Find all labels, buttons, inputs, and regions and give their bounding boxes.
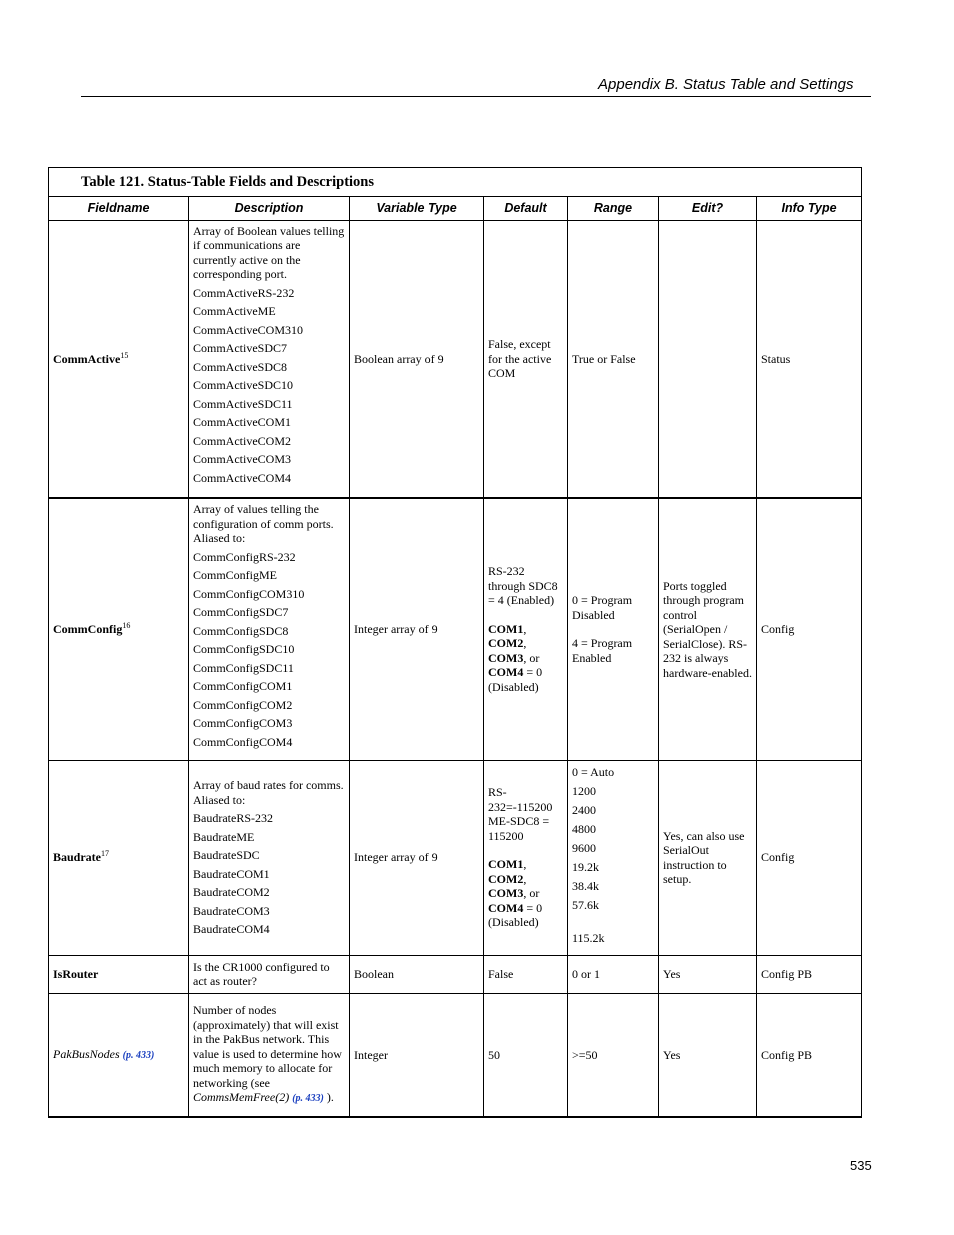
range-enabled: 4 = Program Enabled (572, 636, 633, 665)
range-item: 2400 (572, 802, 596, 817)
alias-item: CommActiveCOM1 (193, 415, 291, 429)
range-cell: 0 or 1 (568, 955, 659, 993)
infotype-cell: Config PB (757, 955, 862, 993)
alias-item: CommConfigRS-232 (193, 549, 296, 564)
alias-item: CommActiveME (193, 304, 276, 318)
fieldname-cell (49, 760, 189, 955)
fieldname: PakBusNodes (53, 1046, 120, 1061)
alias-item: CommActiveCOM310 (193, 322, 303, 337)
status-table (48, 167, 861, 1118)
range-item: 9600 (572, 840, 596, 855)
range-cell (568, 760, 659, 955)
alias-item: BaudrateSDC (193, 848, 260, 863)
infotype-cell: Config PB (757, 993, 862, 1117)
range-disabled: 0 = Program Disabled (572, 593, 633, 622)
page-ref-link[interactable]: (p. 433) (292, 1093, 324, 1104)
table-row (49, 955, 862, 993)
fieldname: CommActive (53, 351, 121, 366)
range-item: 19.2k (572, 859, 599, 874)
alias-item: CommActiveSDC8 (193, 359, 288, 374)
alias-item: CommConfigSDC10 (193, 642, 295, 656)
col-header: Info Type (757, 197, 862, 221)
description-text: Array of values telling the configuration of comm ports. Aliased to: (193, 502, 334, 545)
alias-item: CommConfigCOM4 (193, 734, 293, 749)
col-header: Description (189, 197, 350, 221)
table-row (49, 220, 862, 498)
default-cell (484, 498, 568, 760)
fieldname-cell (49, 955, 189, 993)
alias-item: CommConfigCOM1 (193, 679, 293, 693)
default-cell (484, 760, 568, 955)
alias-item: CommConfigCOM2 (193, 697, 293, 712)
alias-item: CommConfigSDC7 (193, 605, 289, 619)
description-function: CommsMemFree(2) (193, 1090, 290, 1104)
vartype-cell: Boolean (350, 955, 484, 993)
description-cell: Is the CR1000 configured to act as router? (189, 955, 350, 993)
col-header: Default (484, 197, 568, 221)
range-cell (568, 498, 659, 760)
alias-item: CommConfigME (193, 568, 278, 582)
edit-cell: Yes, can also use SerialOut instruction to setup. (659, 760, 757, 955)
alias-item: CommActiveCOM3 (193, 452, 291, 466)
vartype-cell: Integer array of 9 (350, 498, 484, 760)
description-cell (189, 220, 350, 498)
fieldname-cell (49, 498, 189, 760)
range-item: 57.6k (572, 897, 599, 912)
range-cell: True or False (568, 220, 659, 498)
description-cell (189, 498, 350, 760)
table-header-row (49, 197, 862, 221)
alias-item: CommActiveSDC10 (193, 378, 294, 392)
vartype-cell: Integer (350, 993, 484, 1117)
default-cell: False (484, 955, 568, 993)
alias-item: BaudrateME (193, 829, 255, 844)
default-enabled: RS-232=-115200 ME-SDC8 = 115200 (488, 785, 553, 843)
table-row (49, 993, 862, 1117)
alias-item: CommActiveSDC11 (193, 396, 293, 411)
col-header: Variable Type (350, 197, 484, 221)
header-rule (81, 96, 871, 97)
alias-item: BaudrateCOM1 (193, 866, 270, 881)
alias-item: CommConfigCOM3 (193, 716, 293, 730)
infotype-cell: Config (757, 498, 862, 760)
alias-item: CommActiveSDC7 (193, 341, 288, 355)
default-enabled: RS-232 through SDC8 = 4 (Enabled) (488, 564, 558, 608)
table-row (49, 760, 862, 955)
page-number: 535 (850, 1158, 872, 1173)
col-header: Fieldname (49, 197, 189, 221)
alias-item: CommActiveCOM4 (193, 470, 291, 485)
alias-item: CommConfigCOM310 (193, 586, 305, 601)
fieldname-cell (49, 220, 189, 498)
description-text: Array of Boolean values telling if communications are currently active on the corresponding port. (193, 223, 345, 281)
vartype-cell: Boolean array of 9 (350, 220, 484, 498)
alias-item: BaudrateCOM4 (193, 922, 270, 937)
description-cell (189, 993, 350, 1117)
description-end: ). (323, 1090, 334, 1104)
col-header: Edit? (659, 197, 757, 221)
default-cell: 50 (484, 993, 568, 1117)
alias-item: BaudrateRS-232 (193, 811, 273, 826)
fieldname: Baudrate (53, 850, 101, 865)
description-text: Number of nodes (approximately) that will exist in the PakBus network. This value is used to determine how much memory to allocate for networking (see (193, 1003, 342, 1090)
col-header: Range (568, 197, 659, 221)
range-item: 115.2k (572, 931, 605, 946)
page-ref-link[interactable]: (p. 433) (122, 1049, 155, 1061)
table-row (49, 498, 862, 760)
default-disabled: COM1, COM2, COM3, or COM4 = 0 (Disabled) (488, 857, 543, 930)
alias-item: BaudrateCOM3 (193, 903, 270, 918)
range-item: 0 = Auto (572, 764, 615, 779)
infotype-cell: Status (757, 220, 862, 498)
alias-item: CommActiveCOM2 (193, 433, 291, 448)
running-header: Appendix B. Status Table and Settings (598, 76, 854, 93)
footnote-ref: 17 (101, 849, 109, 859)
table-caption: Table 121. Status-Table Fields and Descriptions (49, 168, 862, 197)
range-item: 38.4k (572, 878, 599, 893)
footnote-ref: 15 (120, 350, 129, 360)
range-cell: >=50 (568, 993, 659, 1117)
edit-cell: Ports toggled through program control (SerialOpen / SerialClose). RS-232 is always hardware-enabled. (659, 498, 757, 760)
alias-item: CommActiveRS-232 (193, 285, 295, 300)
description-text: Array of baud rates for comms. Aliased to: (193, 778, 344, 807)
vartype-cell: Integer array of 9 (350, 760, 484, 955)
edit-cell (659, 220, 757, 498)
footnote-ref: 16 (122, 621, 131, 630)
fieldname: IsRouter (53, 966, 99, 981)
infotype-cell: Config (757, 760, 862, 955)
edit-cell: Yes (659, 993, 757, 1117)
alias-item: CommConfigSDC8 (193, 623, 289, 638)
range-item: 1200 (572, 783, 596, 798)
default-disabled: COM1, COM2, COM3, or COM4 = 0 (Disabled) (488, 621, 543, 694)
default-cell: False, except for the active COM (484, 220, 568, 498)
range-item: 4800 (572, 821, 596, 836)
fieldname: CommConfig (53, 622, 123, 636)
alias-item: CommConfigSDC11 (193, 660, 294, 675)
alias-item: BaudrateCOM2 (193, 885, 270, 900)
fieldname-cell (49, 993, 189, 1117)
description-cell (189, 760, 350, 955)
edit-cell: Yes (659, 955, 757, 993)
